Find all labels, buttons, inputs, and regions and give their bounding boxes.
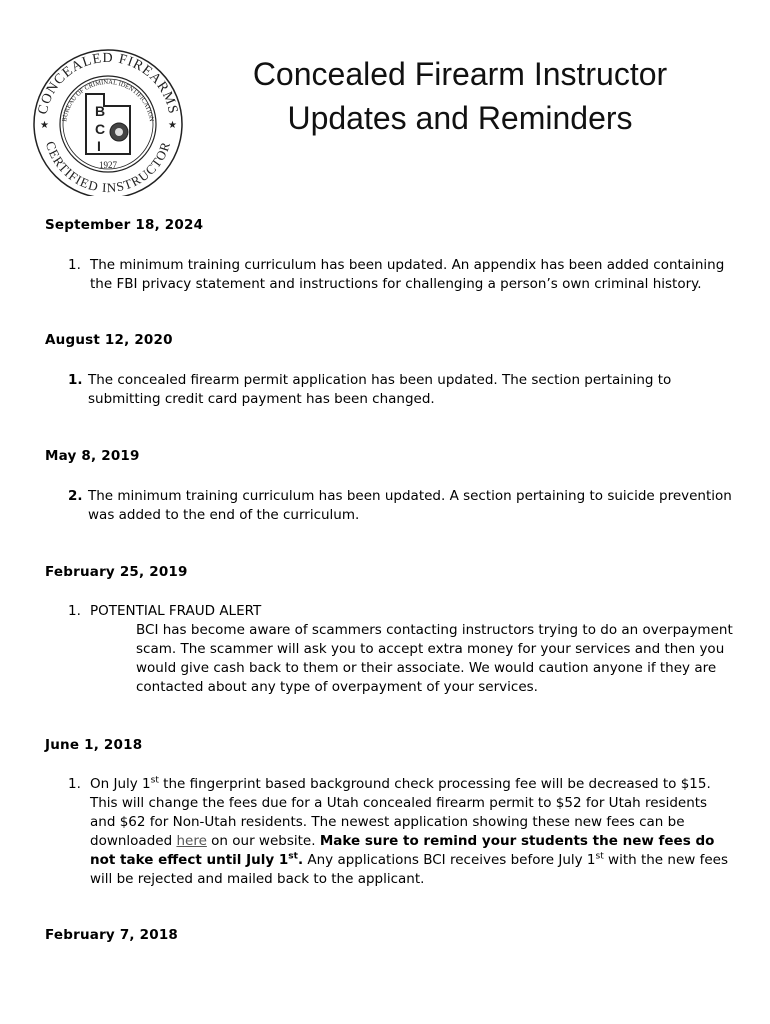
seal-letter-b: B (95, 103, 106, 119)
item-number: 2. (68, 488, 83, 504)
bci-seal-logo (28, 46, 188, 196)
seal-top-text: CONCEALED FIREARMS (35, 50, 181, 116)
item-number: 1. (68, 603, 81, 619)
item-text: BCI has become aware of scammers contacting instructors trying to do an overpayment scam. The scammer will ask you to accept extra money for your services and then you would give cash back to them or their associate. We would caution anyone if they are contacted about any type of overpayment of your services. (136, 622, 733, 695)
page-title (200, 52, 720, 140)
entry-date: February 7, 2018 (45, 927, 179, 943)
item-text: The concealed firearm permit application has been updated. The section pertaining to submitting credit card payment has been changed. (88, 372, 672, 407)
seal-letter-c: C (95, 121, 106, 137)
entry-item (68, 256, 733, 294)
entry-item (68, 602, 733, 697)
seal-year: 1927 (99, 160, 117, 170)
svg-text:BUREAU OF CRIMINAL IDENTIFICAT (61, 79, 155, 123)
seal-bottom-text: CERTIFIED INSTRUCTOR (42, 139, 174, 196)
svg-text:★: ★ (40, 120, 49, 131)
item-text: On July 1st the fingerprint based background check processing fee will be decreased to $15. This will change the fees due for a Utah concealed firearm permit to $52 for Utah residents and $62 for Non-Utah residents. The newest application showing these new fees can be downloaded here on our website. Make sure to remind your students the new fees do not take effect until July 1st. Any applications BCI receives before July 1st with the new fees will be rejected and mailed back to the applicant. (90, 775, 728, 887)
svg-text:★: ★ (168, 120, 177, 131)
item-text: The minimum training curriculum has been updated. An appendix has been added containing the FBI privacy statement and instructions for challenging a person’s own criminal history. (90, 257, 725, 292)
entry-date: September 18, 2024 (45, 217, 204, 233)
item-number: 1. (68, 257, 81, 273)
title-line-1: Concealed Firearm Instructor (252, 56, 668, 92)
entry-item (68, 487, 733, 525)
download-here-link[interactable]: here (176, 833, 207, 849)
item-number: 1. (68, 372, 83, 388)
fee-reminder-bold: Make sure to remind your students the new fees do not take effect until July 1st. (90, 833, 715, 868)
fraud-alert-heading: POTENTIAL FRAUD ALERT (90, 603, 262, 619)
entry-date: June 1, 2018 (45, 737, 143, 753)
entry-date: August 12, 2020 (45, 332, 173, 348)
seal-inner-text: BUREAU OF CRIMINAL IDENTIFICATION (61, 78, 155, 123)
entry-item (68, 775, 733, 889)
entry-date: May 8, 2019 (45, 448, 140, 464)
item-number: 1. (68, 776, 81, 792)
entry-item (68, 371, 733, 409)
title-line-2: Updates and Reminders (287, 100, 633, 136)
entry-date: February 25, 2019 (45, 564, 188, 580)
seal-letter-i: I (97, 138, 101, 154)
item-text: The minimum training curriculum has been updated. A section pertaining to suicide prevention was added to the end of the curriculum. (88, 488, 732, 523)
